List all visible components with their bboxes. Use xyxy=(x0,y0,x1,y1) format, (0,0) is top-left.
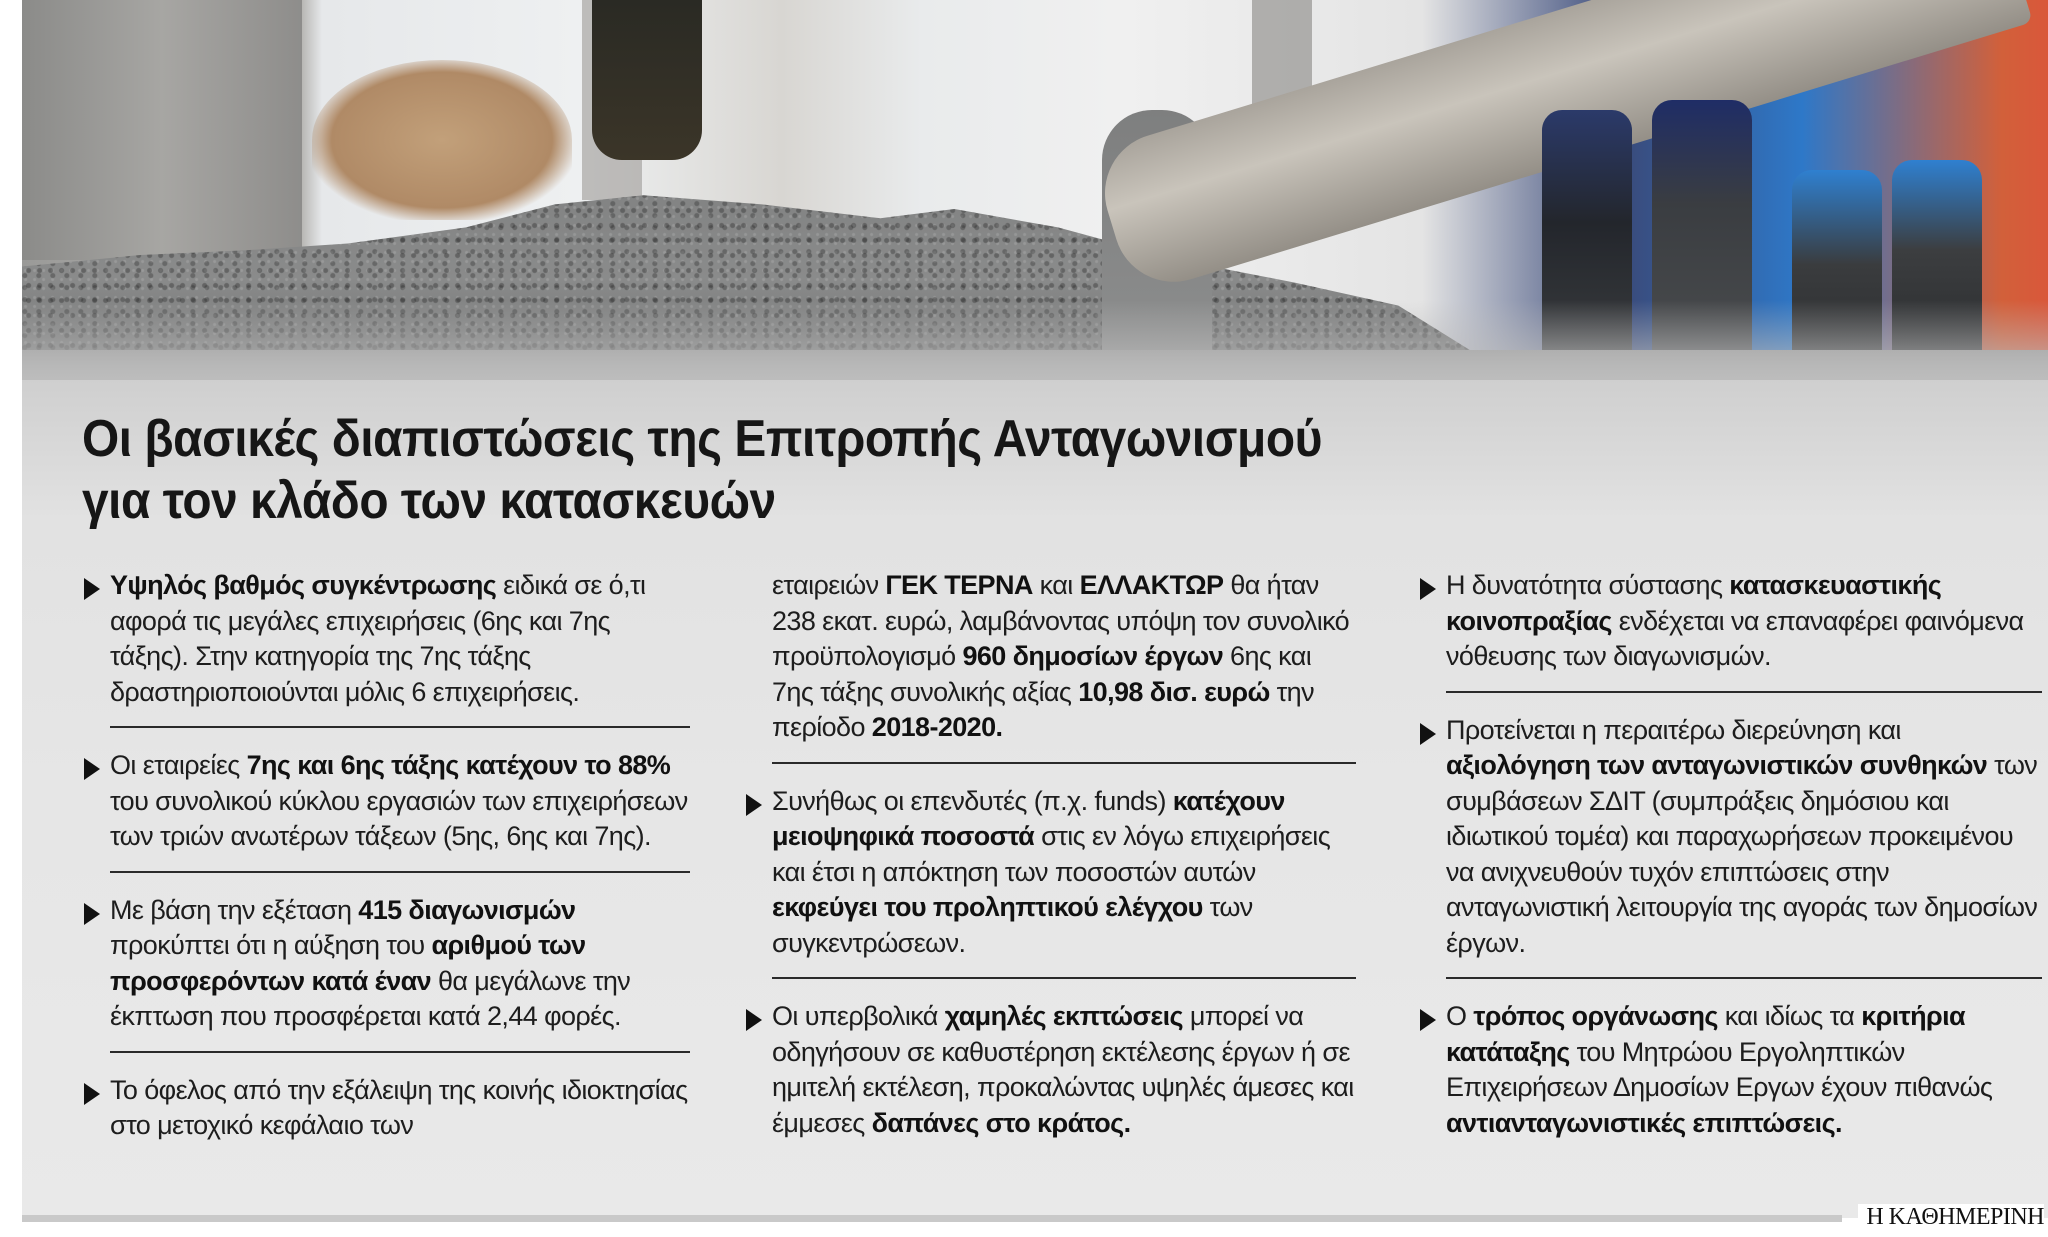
construction-photo xyxy=(22,0,2048,380)
text-segment: ειδικά σε ό,τι αφορά τις μεγάλες επιχειρήσεις (6ης και 7ης τάξης). Στην κατηγορία της 7ης τάξης δραστηριοποιούνται μόλις 6 επιχειρήσεις. xyxy=(110,570,646,707)
column-2 xyxy=(740,568,1356,1141)
divider xyxy=(110,726,690,728)
bold-segment: 10,98 δισ. ευρώ xyxy=(1078,676,1270,707)
bullet-item xyxy=(78,893,690,1035)
text-segment: των συμβάσεων ΣΔΙΤ (συμπράξεις δημόσιου και ιδιωτικού τομέα) και παραχωρήσεων προκειμένου να ανιχνευθούν τυχόν επιπτώσεις στην ανταγωνιστική λειτουργία της αγοράς των δημοσίων έργων. xyxy=(1446,750,2038,958)
text-segment: των συγκεντρώσεων. xyxy=(772,892,1253,958)
bullet-item xyxy=(1414,568,2042,675)
bold-segment: 415 διαγωνισμών xyxy=(358,894,576,925)
triangle-bullet-icon xyxy=(746,794,762,816)
bold-segment: αριθμού των προσφερόντων κατά έναν xyxy=(110,930,586,996)
text-segment: 6ης και 7ης τάξης συνολικής αξίας xyxy=(772,641,1312,707)
bullet-text xyxy=(772,999,1356,1141)
headline xyxy=(82,408,1554,532)
bullet-text xyxy=(1446,713,2042,962)
bold-segment: χαμηλές εκπτώσεις xyxy=(944,1001,1183,1031)
triangle-bullet-icon xyxy=(1420,578,1436,600)
bullet-item xyxy=(78,568,690,710)
text-segment: Οι υπερβολικά xyxy=(772,1001,945,1031)
text-segment: ενδέχεται να επαναφέρει φαινόμενα νόθευσης των διαγωνισμών. xyxy=(1446,605,2024,671)
photo-pillar xyxy=(22,0,302,260)
text-segment: Προτείνεται η περαιτέρω διερεύνηση και xyxy=(1446,714,1901,745)
bullet-text xyxy=(1446,568,2042,675)
text-segment: και xyxy=(1032,570,1080,600)
column-1 xyxy=(78,568,690,1144)
text-segment: του συνολικού κύκλου εργασιών των επιχειρήσεων των τριών ανωτέρων τάξεων (5ης, 6ης και 7ης). xyxy=(110,785,688,851)
text-segment: μπορεί να οδηγήσουν σε καθυστέρηση εκτέλεσης έργων ή σε ημιτελή εκτέλεση, προκαλώντας υψηλές άμεσες και έμμεσες xyxy=(772,1001,1354,1138)
bullet-item xyxy=(78,748,690,855)
infographic-panel xyxy=(22,0,2048,1218)
bullet-item xyxy=(740,784,1356,962)
divider xyxy=(772,762,1356,764)
bold-segment: αντιανταγωνιστικές επιπτώσεις. xyxy=(1446,1107,1842,1138)
bullet-text xyxy=(772,568,1356,746)
photo-sand-pile xyxy=(312,60,572,220)
divider xyxy=(1446,691,2042,693)
bold-segment: 2018-2020. xyxy=(871,712,1003,742)
bullet-item xyxy=(78,1073,690,1144)
footer-bar xyxy=(22,1215,1842,1222)
triangle-bullet-icon xyxy=(746,1009,762,1031)
triangle-bullet-icon xyxy=(84,903,100,925)
divider xyxy=(772,977,1356,979)
triangle-bullet-icon xyxy=(1420,723,1436,745)
bold-segment: δαπάνες στο κράτος. xyxy=(871,1107,1131,1138)
divider xyxy=(110,1051,690,1053)
bold-segment: 7ης και 6ης τάξης κατέχουν το 88% xyxy=(246,750,671,780)
headline-line-2: για τον κλάδο των κατασκευών xyxy=(82,472,776,530)
divider xyxy=(1446,977,2042,979)
text-segment: την περίοδο xyxy=(772,676,1315,742)
triangle-bullet-icon xyxy=(1420,1009,1436,1031)
bold-segment: εκφεύγει του προληπτικού ελέγχου xyxy=(772,892,1203,922)
bold-segment: ΕΛΛΑΚΤΩΡ xyxy=(1079,570,1224,600)
photo-fade xyxy=(22,300,2048,380)
bullet-text xyxy=(110,568,690,710)
bullet-item-continuation xyxy=(740,568,1356,746)
bullet-item xyxy=(740,999,1356,1141)
bold-segment: Υψηλός βαθμός συγκέντρωσης xyxy=(110,570,497,600)
triangle-bullet-icon xyxy=(84,578,100,600)
column-3 xyxy=(1414,568,2042,1141)
text-segment: Με βάση την εξέταση xyxy=(110,894,359,925)
text-segment: θα ήταν 238 εκατ. ευρώ, λαμβάνοντας υπόψη τον συνολικό προϋπολογισμό xyxy=(772,570,1350,671)
text-segment: Το όφελος από την εξάλειψη της κοινής ιδιοκτησίας στο μετοχικό κεφάλαιο των xyxy=(110,1074,688,1140)
photo-worker xyxy=(592,0,702,160)
bold-segment: ΓΕΚ ΤΕΡΝΑ xyxy=(885,570,1033,600)
text-segment: εταιρειών xyxy=(772,570,886,600)
bold-segment: κατασκευαστικής κοινοπραξίας xyxy=(1446,570,1942,636)
text-segment: Ο xyxy=(1446,1001,1474,1031)
text-segment: θα μεγάλωνε την έκπτωση που προσφέρεται κατά 2,44 φορές. xyxy=(110,965,631,1031)
text-segment: Συνήθως οι επενδυτές (π.χ. funds) xyxy=(772,785,1173,816)
bold-segment: 960 δημοσίων έργων xyxy=(962,641,1224,671)
triangle-bullet-icon xyxy=(84,758,100,780)
bullet-text xyxy=(110,1073,690,1144)
bullet-text xyxy=(772,784,1356,962)
text-segment: του Μητρώου Εργοληπτικών Επιχειρήσεων Δημοσίων Εργων έχουν πιθανώς xyxy=(1446,1036,1993,1102)
bold-segment: κατέχουν μειοψηφικά ποσοστά xyxy=(772,785,1285,851)
bullet-text xyxy=(110,893,690,1035)
bold-segment: τρόπος οργάνωσης xyxy=(1473,1001,1718,1031)
bullet-text xyxy=(1446,999,2042,1141)
headline-line-1: Οι βασικές διαπιστώσεις της Επιτροπής Ανταγωνισμού xyxy=(82,410,1322,468)
text-segment: στις εν λόγω επιχειρήσεις και έτσι η απόκτηση των ποσοστών αυτών xyxy=(772,821,1331,887)
bold-segment: αξιολόγηση των ανταγωνιστικών συνθηκών xyxy=(1446,750,1988,780)
bullet-text xyxy=(110,748,690,855)
bold-segment: κριτήρια κατάταξης xyxy=(1446,1001,1966,1067)
bullet-item xyxy=(1414,713,2042,962)
triangle-bullet-icon xyxy=(84,1083,100,1105)
bullet-item xyxy=(1414,999,2042,1141)
text-segment: Η δυνατότητα σύστασης xyxy=(1446,570,1730,600)
text-segment: προκύπτει ότι η αύξηση του xyxy=(110,930,432,960)
divider xyxy=(110,871,690,873)
brand-logo: Η ΚΑΘΗΜΕΡΙΝΗ xyxy=(1858,1204,2044,1231)
text-segment: Οι εταιρείες xyxy=(110,750,247,780)
text-segment: και ιδίως τα xyxy=(1717,1001,1862,1031)
